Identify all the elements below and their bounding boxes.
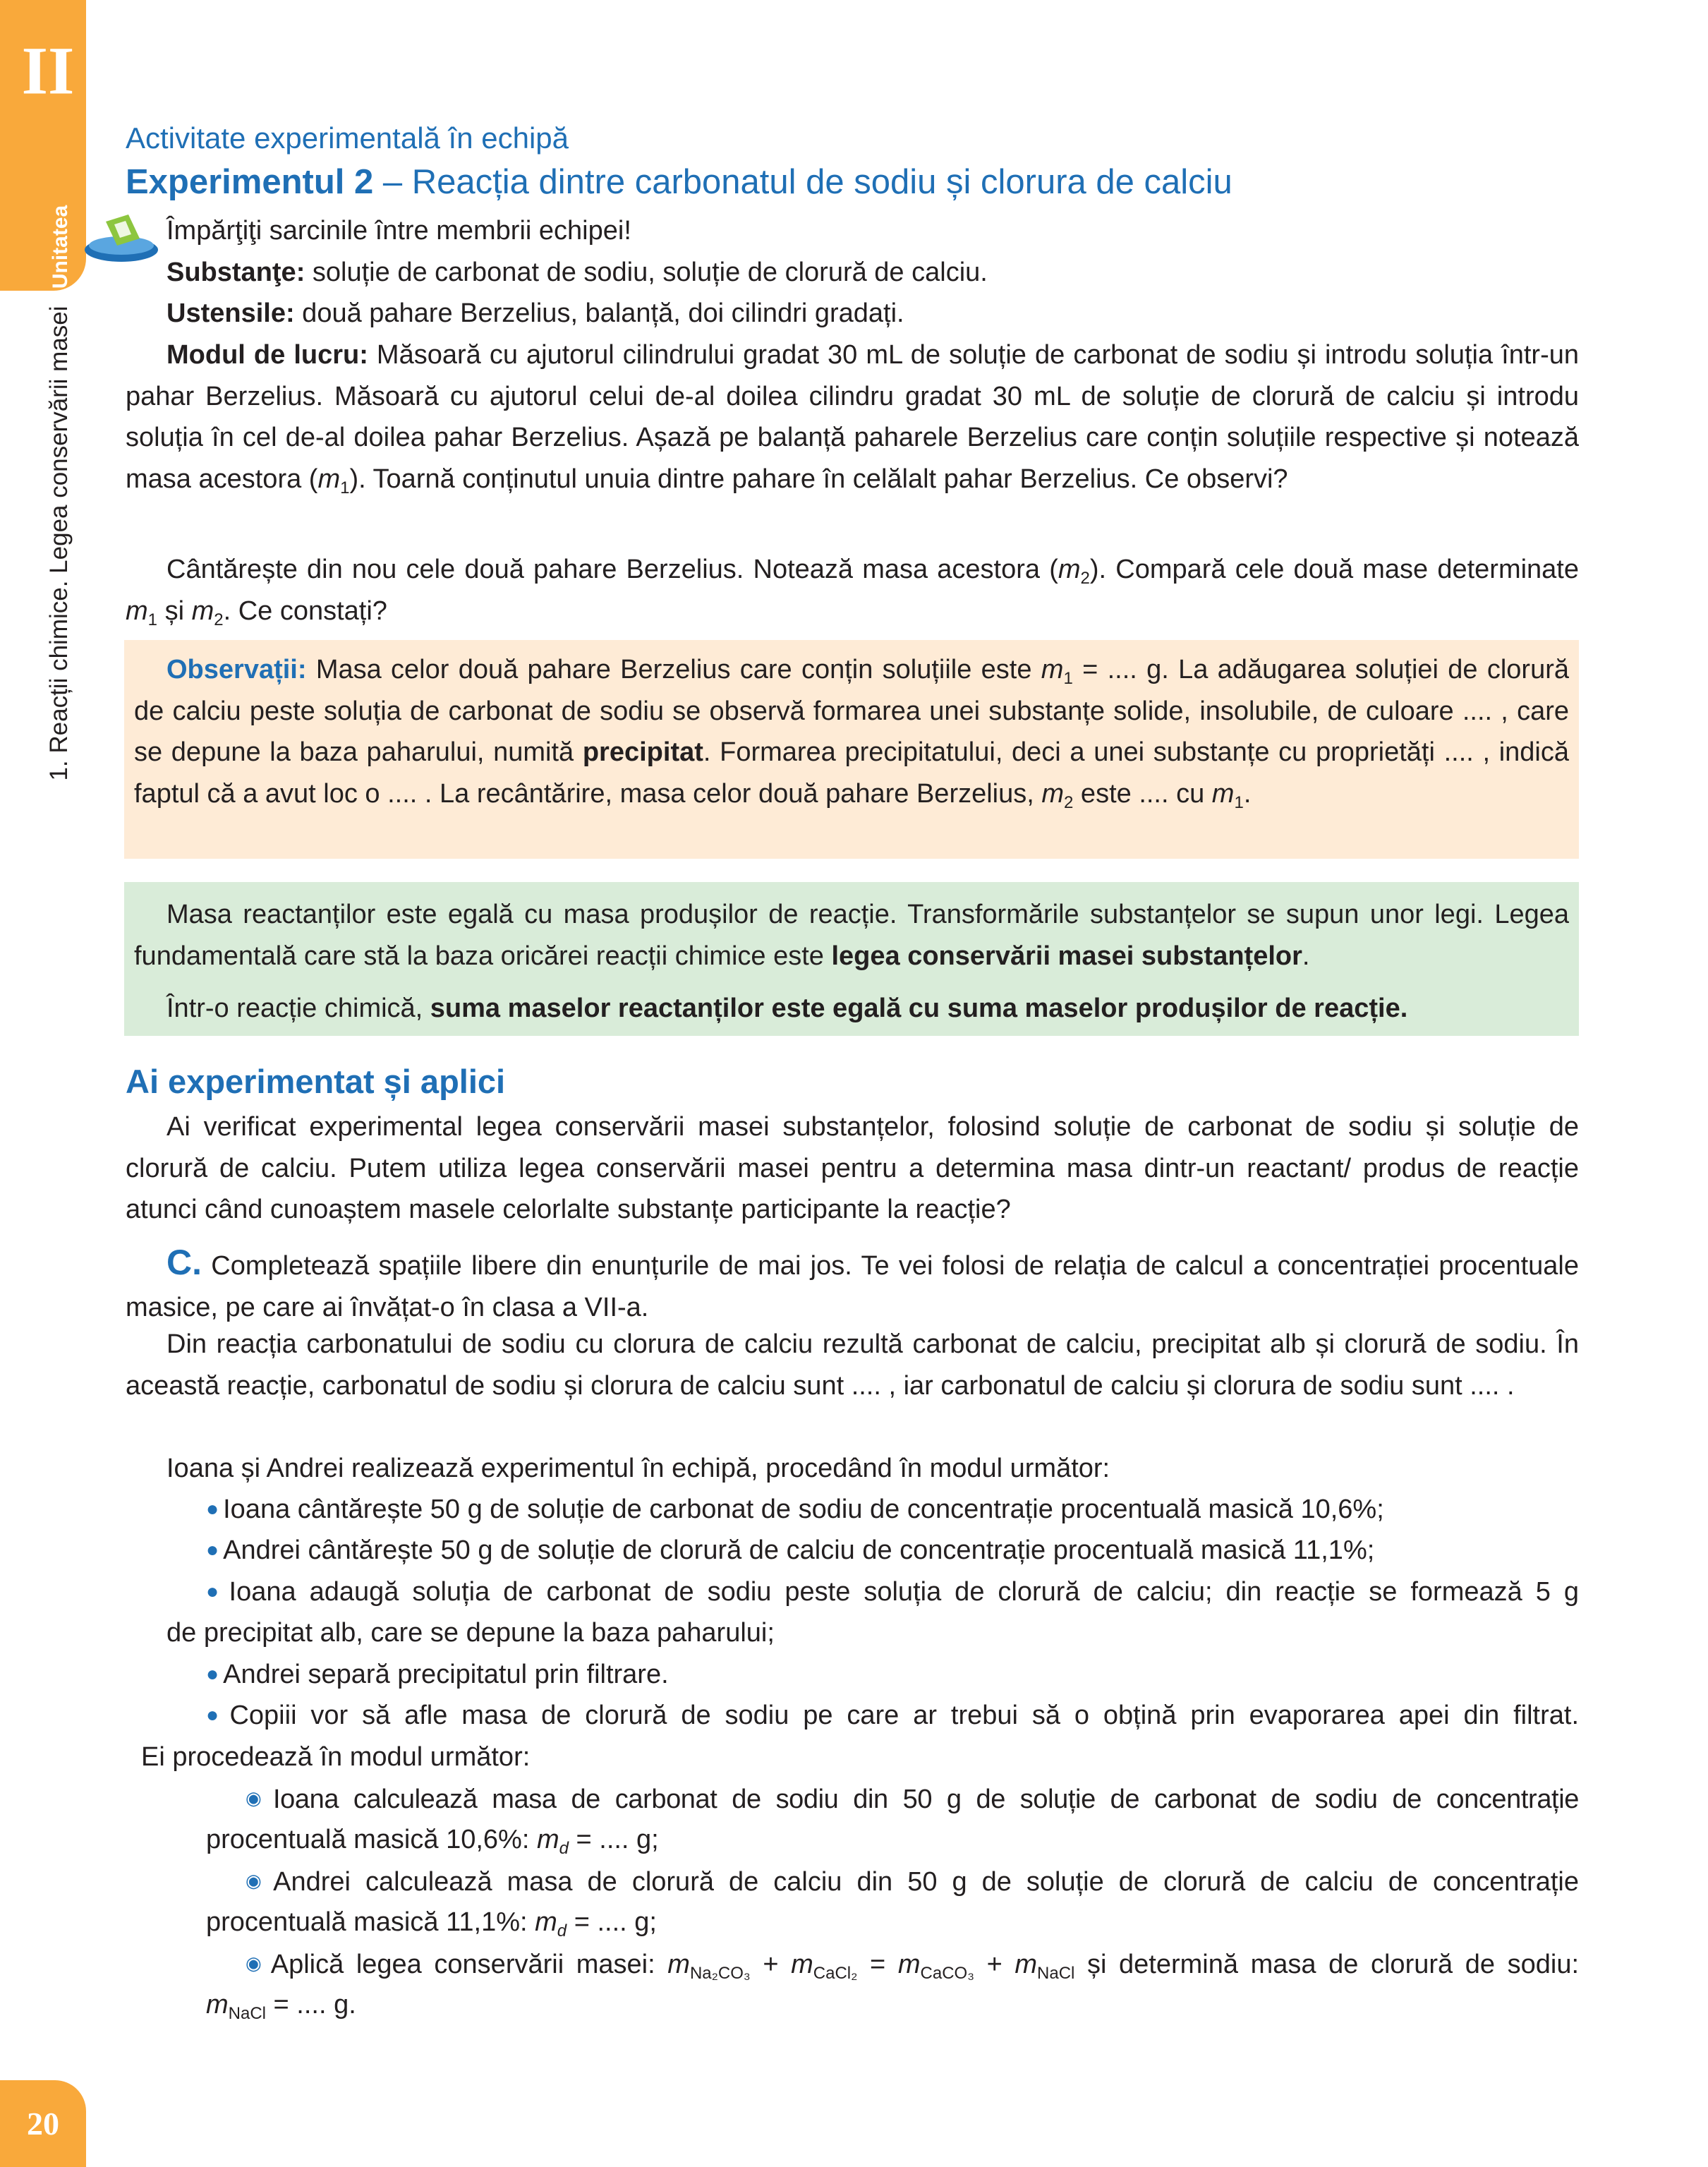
sub-step-continuation: procentuală masică 10,6%: $m_d$ = .... g; xyxy=(206,1825,659,1858)
circle-bullet-icon: ◉ xyxy=(246,1870,269,1891)
list-item: ● Ioana cântărește 50 g de soluție de carbonat de sodiu de concentrație procentuală masică 10,6%; xyxy=(206,1495,1384,1524)
page-number: 20 xyxy=(27,2106,59,2142)
reaction-paragraph: Din reacția carbonatului de sodiu cu clorura de calciu rezultă carbonat de calciu, precipitat alb și clorură de sodiu. În această reacție, carbonatul de sodiu și clorura de calciu sunt .... , iar carbonatul de calciu și clorura de sodiu sunt .... . xyxy=(126,1329,1579,1401)
list-item: ● Ioana adaugă soluția de carbonat de sodiu peste soluția de clorură de calciu; din reacție se formează 5 g xyxy=(206,1577,1579,1607)
team-paragraph: Ioana și Andrei realizează experimentul în echipă, procedând în modul următor: xyxy=(166,1454,1110,1483)
law-definition: Într-o reacție chimică, suma maselor reactanților este egală cu suma maselor produșilor de reacție. xyxy=(166,994,1408,1023)
bullet-icon: ● xyxy=(206,1538,219,1562)
list-item: ● Andrei cântărește 50 g de soluție de clorură de calciu de concentrație procentuală masică 11,1%; xyxy=(206,1535,1375,1565)
team-work-icon xyxy=(79,209,164,265)
circle-bullet-icon: ◉ xyxy=(246,1787,269,1809)
sub-step: ◉ Andrei calculează masa de clorură de calciu din 50 g de soluție de clorură de calciu de concentrație xyxy=(246,1867,1580,1897)
experiment-instructions: Împărţiţi sarcinile între membrii echipei! Substanţe: soluție de carbonat de sodiu, soluție de clorură de calciu. Ustensile: două pahare Berzelius, balanță, doi cilindri gradați. xyxy=(166,216,988,328)
activity-label: Activitate experimentală în echipă xyxy=(126,121,569,155)
list-item: ● Andrei separă precipitatul prin filtrare. xyxy=(206,1660,669,1689)
applied-intro: Ai verificat experimental legea conservării masei substanțelor, folosind soluție de carbonat de sodiu și soluție de clorură de calciu. Putem utiliza legea conservării masei pentru a determina masa dintr-un reactant/ produs de reacție atunci când cunoaștem masele celorlalte substanțe participante la reacție? xyxy=(126,1112,1579,1224)
sub-step-continuation: $m_{NaCl}$ = .... g. xyxy=(206,1990,356,2023)
experiment-title: Experimentul 2 – Reacția dintre carbonatul de sodiu și clorura de calciu xyxy=(126,163,1232,201)
list-item-continuation: Ei procedează în modul următor: xyxy=(141,1742,531,1772)
bullet-icon: ● xyxy=(206,1580,225,1603)
weigh-paragraph: Cântărește din nou cele două pahare Berzelius. Notează masa acestora $(m_2)$. Compară cele două mase determinate $m_1$ și $m_2$. Ce constați? xyxy=(126,555,1580,629)
list-item: ● Copiii vor să afle masa de clorură de sodiu pe care ar trebui să o obțină prin evaporarea apei din filtrat. xyxy=(206,1701,1580,1730)
sub-step: ◉ Aplică legea conservării masei: $m_{Na_2CO_3} + m_{CaCl_2} = m_{CaCO_3} + m_{NaCl}$ și determină masa de clorură de sodiu: xyxy=(246,1950,1580,1983)
section-title: Ai experimentat și aplici xyxy=(126,1063,506,1100)
bullet-icon: ● xyxy=(206,1497,219,1521)
circle-bullet-icon: ◉ xyxy=(246,1952,267,1974)
observations-paragraph: Observații: Masa celor două pahare Berzelius care conțin soluțiile este $m_1$ = .... g. La adăugarea soluției de clorură de calciu peste soluția de carbonat de sodiu se observă formarea unei substanțe solide, insolubile, de culoare .... , care se depune la baza paharului, numită precipitat. Formarea precipitatului, deci a unei substanțe cu proprietăți .... , indică faptul că a avut loc o .... . La recântărire, masa celor două pahare Berzelius, $m_2$ este .... cu $m_1$. xyxy=(134,655,1569,812)
sub-step: ◉ Ioana calculează masa de carbonat de sodiu din 50 g de soluție de carbonat de sodiu de concentrație xyxy=(246,1785,1579,1814)
law-statement: Masa reactanților este egală cu masa produșilor de reacție. Transformările substanțelor se supun unor legi. Legea fundamentală care stă la baza oricărei reacții chimice este legea conservării masei substanțelor. xyxy=(134,900,1569,971)
task-c: C. Completează spațiile libere din enunțurile de mai jos. Te vei folosi de relația de calcul a concentrației procentuale masice, pe care ai învățat-o în clasa a VII-a. xyxy=(126,1243,1579,1322)
bullet-icon: ● xyxy=(206,1662,219,1686)
sub-step-continuation: procentuală masică 11,1%: $m_d$ = .... g; xyxy=(206,1907,657,1940)
method-paragraph: Modul de lucru: Măsoară cu ajutorul cilindrului gradat 30 mL de soluție de carbonat de sodiu și introdu soluția într-un pahar Berzelius. Măsoară cu ajutorul celui de-al doilea cilindru gradat 30 mL de soluție de clorură de calciu și introdu soluția în cel de-al doilea pahar Berzelius. Așază pe balanță paharele Berzelius care conțin soluțiile respective și notează masa acestora $(m_1)$. Toarnă conținutul unuia dintre pahare în celălalt pahar Berzelius. Ce observi? xyxy=(126,340,1579,497)
bullet-icon: ● xyxy=(206,1703,226,1727)
list-item-continuation: de precipitat alb, care se depune la baza paharului; xyxy=(166,1618,775,1648)
